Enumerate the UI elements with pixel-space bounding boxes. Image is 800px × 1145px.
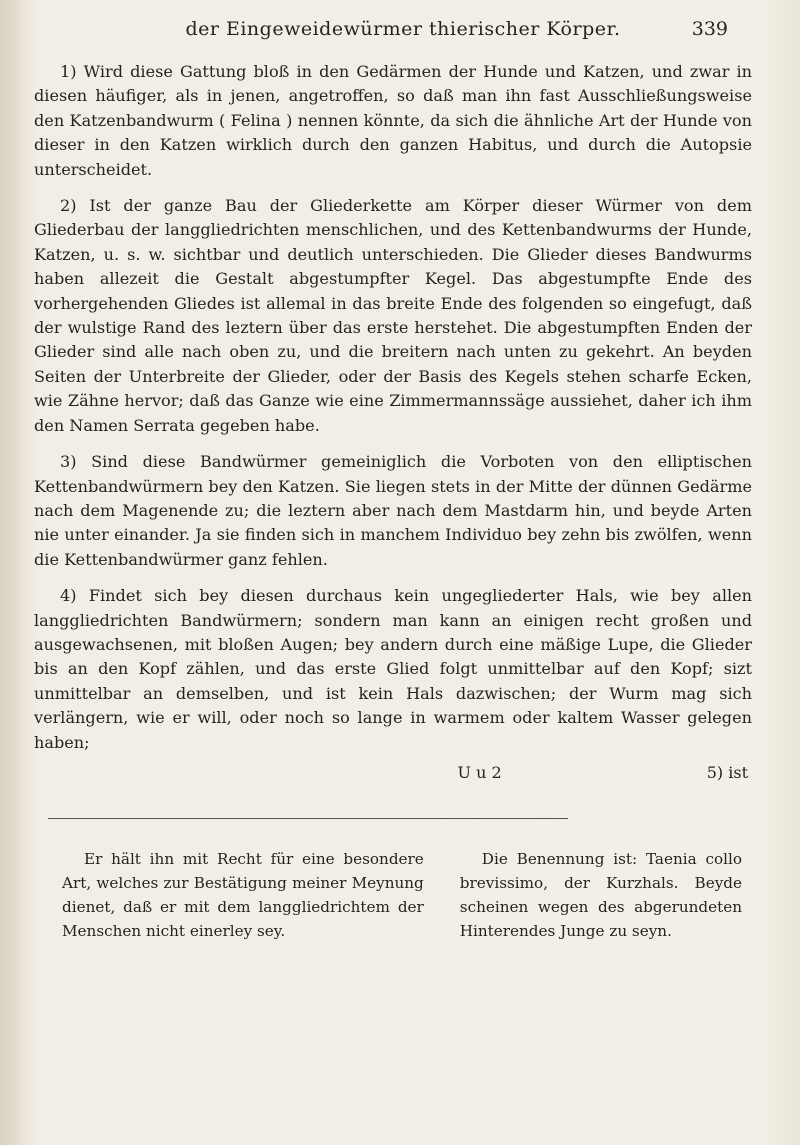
paragraph-4: 4) Findet sich bey diesen durchaus kein ungegliederter Hals, wie bey allen langgliedrichten Bandwürmern; sondern man kann an einigen recht großen und ausgewachsenen, mit bloßen Augen; bey andern durch eine mäßige Lupe, die Glieder bis an den Kopf zählen, und das erste Glied folgt unmittelbar auf den Kopf; sizt unmittelbar an demselben, und ist kein Hals dazwischen; der Wurm mag sich verlängern, wie er will, oder noch so lange in warmem oder kaltem Wasser gelegen haben; bbox=[34, 586, 752, 752]
main-text bbox=[34, 60, 752, 783]
footnotes bbox=[62, 832, 742, 958]
page-foot-line bbox=[34, 763, 752, 783]
page-header bbox=[128, 18, 728, 52]
footnote-left: Er hält ihn mit Recht für eine besondere Art, welches zur Bestätigung meiner Meynung dienet, daß er mit dem langgliedrichtem der Menschen nicht einerley sey. bbox=[62, 850, 424, 941]
page-number: 339 bbox=[691, 18, 728, 40]
signature-mark: U u 2 bbox=[457, 762, 502, 782]
catchword: 5) ist bbox=[706, 762, 748, 782]
footnote-right: Die Benennung ist: Taenia collo brevissimo, der Kurzhals. Beyde scheinen wegen des abgerundeten Hinterendes Junge zu seyn. bbox=[459, 850, 742, 941]
paragraph-2: 2) Ist der ganze Bau der Gliederkette am Körper dieser Würmer von dem Gliederbau der langgliedrichten menschlichen, und des Kettenbandwurms der Hunde, Katzen, u. s. w. sichtbar und deutlich unterschieden. Die Glieder dieses Bandwurms haben allezeit die Gestalt abgestumpfter Kegel. Das abgestumpfte Ende des vorhergehenden Gliedes ist allemal in das breite Ende des folgenden so eingefugt, daß der wulstige Rand des leztern über das erste herstehet. Die abgestumpften Enden der Glieder sind alle nach oben zu, und die breitern nach unten zu gekehrt. An beyden Seiten der Unterbreite der Glieder, oder der Basis des Kegels stehen scharfe Ecken, wie Zähne hervor; daß das Ganze wie eine Zimmermannssäge aussiehet, daher ich ihm den Namen Serrata gegeben habe. bbox=[34, 196, 752, 435]
footnote-rule bbox=[48, 818, 568, 819]
paragraph-1: 1) Wird diese Gattung bloß in den Gedärmen der Hunde und Katzen, und zwar in diesen häufiger, als in jenen, angetroffen, so daß man ihn fast Ausschließungsweise den Katzenbandwurm ( Felina ) nennen könnte, da sich die ähnliche Art der Hunde von dieser in den Katzen wirklich durch den ganzen Habitus, und durch die Autopsie unterscheidet. bbox=[34, 62, 752, 179]
page-gutter-shadow bbox=[0, 0, 28, 1145]
running-head: der Eingeweidewürmer thierischer Körper. bbox=[185, 18, 621, 40]
paragraph-3: 3) Sind diese Bandwürmer gemeiniglich die Vorboten von den elliptischen Kettenbandwürmern bey den Katzen. Sie liegen stets in der Mitte der dünnen Gedärme nach dem Magenende zu; die leztern aber nach dem Mastdarm hin, und beyde Arten nie unter einander. Ja sie finden sich in manchem Individuo bey zehn bis zwölfen, wenn die Kettenbandwürmer ganz fehlen. bbox=[34, 452, 752, 569]
